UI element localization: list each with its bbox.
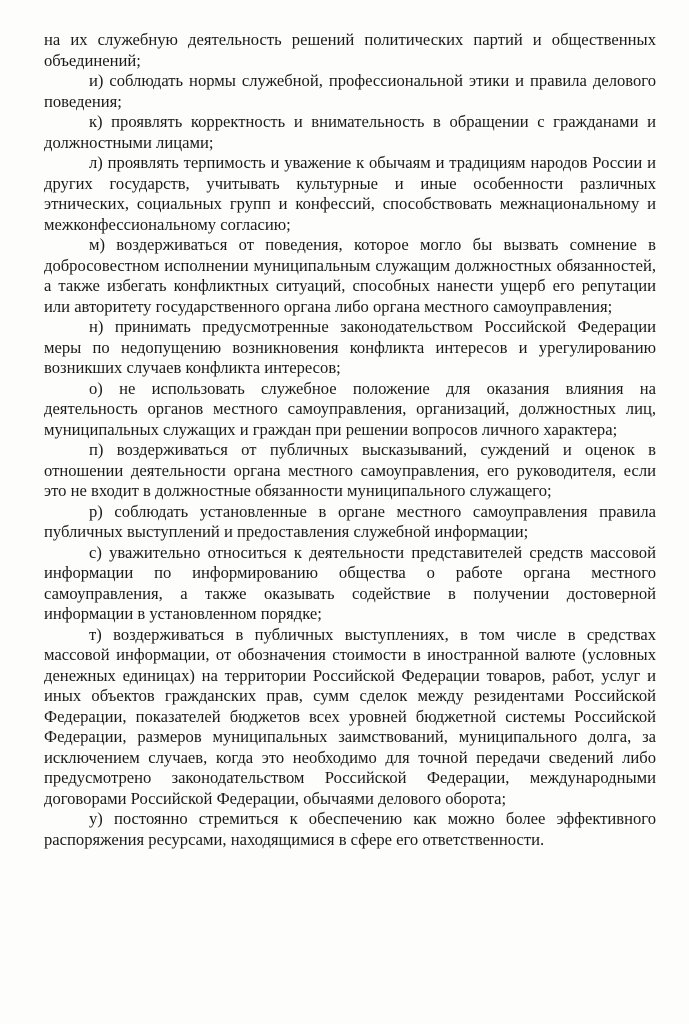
paragraph-item-n: н) принимать предусмотренные законодательством Российской Федерации меры по недопущению возникновения конфликта интересов и урегулированию возникших случаев конфликта интересов; xyxy=(44,317,656,377)
paragraph-item-l: л) проявлять терпимость и уважение к обычаям и традициям народов России и других государств, учитывать культурные и иные особенности различных этнических, социальных групп и конфессий, способствовать межнациональному и межконфессиональному согласию; xyxy=(44,153,656,234)
paragraph-item-t: т) воздерживаться в публичных выступлениях, в том числе в средствах массовой информации, от обозначения стоимости в иностранной валюте (условных денежных единицах) на территории Российской Федерации товаров, работ, услуг и иных объектов гражданских прав, сумм сделок между резидентами Российской Федерации, показателей бюджетов всех уровней бюджетной системы Российской Федерации, размеров муниципальных заимствований, муниципального долга, за исключением случаев, когда это необходимо для точной передачи сведений либо предусмотрено законодательством Российской Федерации, международными договорами Российской Федерации, обычаями делового оборота; xyxy=(44,624,656,808)
paragraph-item-k: к) проявлять корректность и внимательность в обращении с гражданами и должностными лицами; xyxy=(44,112,656,152)
paragraph-item-u: у) постоянно стремиться к обеспечению как можно более эффективного распоряжения ресурсами, находящимися в сфере его ответственности. xyxy=(44,809,656,849)
paragraph-item-r: р) соблюдать установленные в органе местного самоуправления правила публичных выступлений и предоставления служебной информации; xyxy=(44,501,656,541)
paragraph-item-i: и) соблюдать нормы служебной, профессиональной этики и правила делового поведения; xyxy=(44,71,656,111)
paragraph-continuation: на их служебную деятельность решений политических партий и общественных объединений; xyxy=(44,30,656,70)
paragraph-item-o: о) не использовать служебное положение для оказания влияния на деятельность органов местного самоуправления, организаций, должностных лиц, муниципальных служащих и граждан при решении вопросов личного характера; xyxy=(44,378,656,439)
paragraph-item-s: с) уважительно относиться к деятельности представителей средств массовой информации по информированию общества о работе органа местного самоуправления, а также оказывать содействие в получении достоверной информации в установленном порядке; xyxy=(44,542,656,623)
document-body xyxy=(44,30,656,850)
paragraph-item-m: м) воздерживаться от поведения, которое могло бы вызвать сомнение в добросовестном исполнении муниципальным служащим должностных обязанностей, а также избегать конфликтных ситуаций, способных нанести ущерб его репутации или авторитету государственного органа либо органа местного самоуправления; xyxy=(44,235,656,316)
paragraph-item-p: п) воздерживаться от публичных высказываний, суждений и оценок в отношении деятельности органа местного самоуправления, его руководителя, если это не входит в должностные обязанности муниципального служащего; xyxy=(44,440,656,500)
